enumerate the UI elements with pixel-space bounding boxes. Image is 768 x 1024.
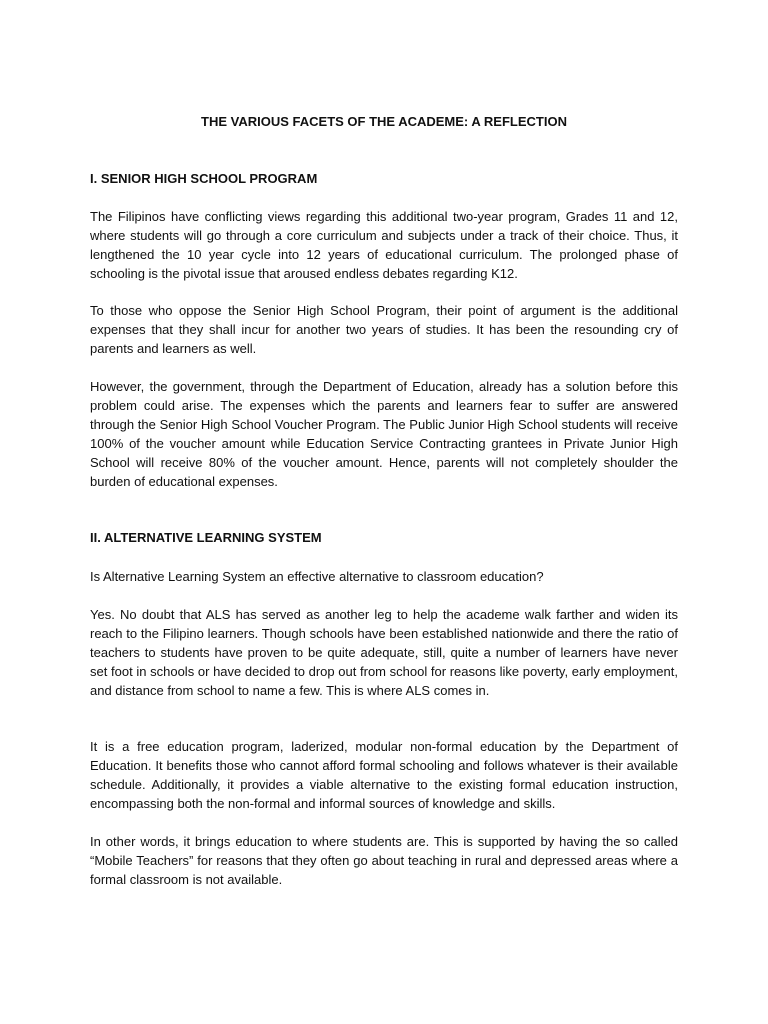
paragraph-als-description: It is a free education program, laderized, modular non-formal education by the Department of Education. It benefits those who cannot afford formal schooling and follows whatever is their available schedule. Additionally, it provides a viable alternative to the existing formal education instruction, encompassing both the non-formal and informal sources of knowledge and skills. <box>90 739 678 811</box>
paragraph-als-mobile-teachers: In other words, it brings education to where students are. This is supported by having the so called “Mobile Teachers” for reasons that they often go about teaching in rural and depressed areas where a formal classroom is not available. <box>90 834 678 887</box>
paragraph-shs-voucher: However, the government, through the Department of Education, already has a solution before this problem could arise. The expenses which the parents and learners fear to suffer are answered through the Senior High School Voucher Program. The Public Junior High School students will receive 100% of the voucher amount while Education Service Contracting grantees in Private Junior High School will receive 80% of the voucher amount. Hence, parents will not completely shoulder the burden of educational expenses. <box>90 379 678 489</box>
document-title: THE VARIOUS FACETS OF THE ACADEME: A REFLECTION <box>201 114 567 129</box>
paragraph-shs-opposition: To those who oppose the Senior High School Program, their point of argument is the additional expenses that they shall incur for another two years of studies. It has been the resounding cry of parents and learners as well. <box>90 303 678 356</box>
paragraph-als-answer: Yes. No doubt that ALS has served as another leg to help the academe walk farther and widen its reach to the Filipino learners. Though schools have been established nationwide and there the ratio of teachers to students have proven to be quite adequate, still, quite a number of learners have never set foot in schools or have decided to drop out from school for reasons like poverty, early employment, and distance from school to name a few. This is where ALS comes in. <box>90 607 678 698</box>
section-heading-senior-high: I. SENIOR HIGH SCHOOL PROGRAM <box>90 171 318 186</box>
paragraph-shs-intro: The Filipinos have conflicting views regarding this additional two-year program, Grades 11 and 12, where students will go through a core curriculum and subjects under a track of their choice. Thus, it lengthened the 10 year cycle into 12 years of educational curriculum. The prolonged phase of schooling is the pivotal issue that aroused endless debates regarding K12. <box>90 209 678 281</box>
paragraph-als-question: Is Alternative Learning System an effective alternative to classroom education? <box>90 569 544 584</box>
section-heading-als: II. ALTERNATIVE LEARNING SYSTEM <box>90 530 322 545</box>
